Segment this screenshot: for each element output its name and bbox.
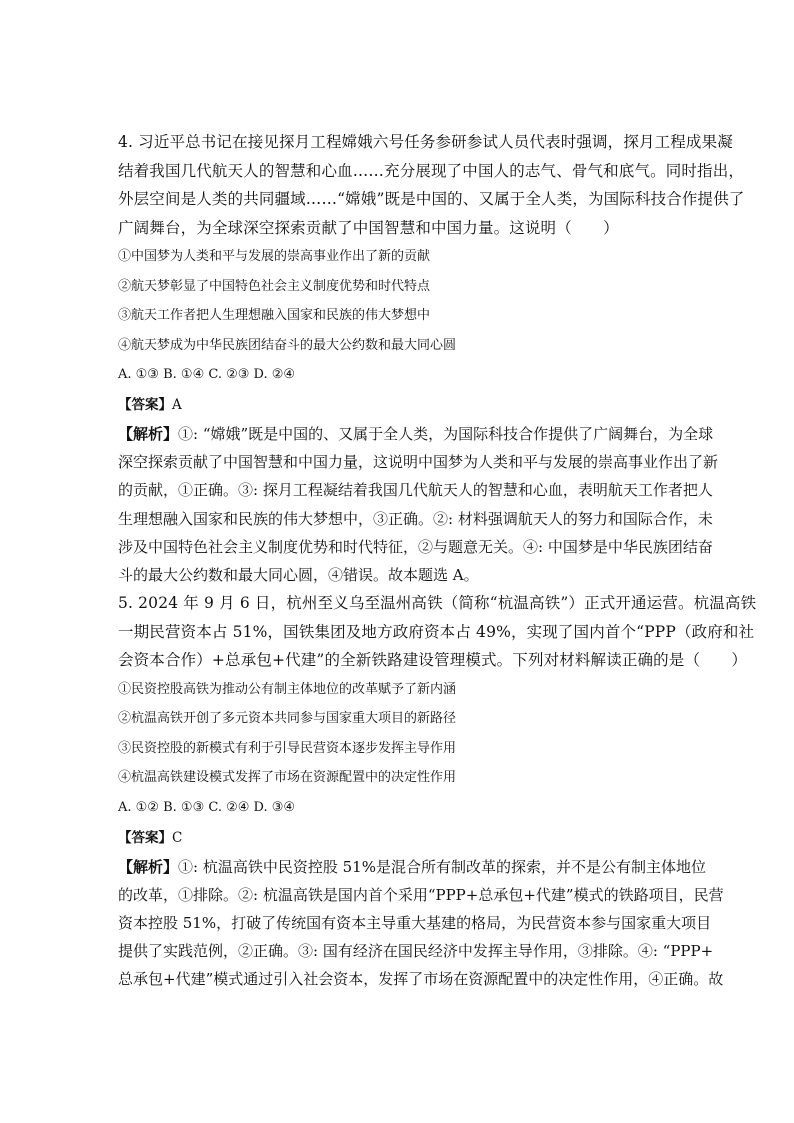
explanation-line: 的改革，①排除。②: 杭温高铁是国内首个采用“PPP+总承包+代建”模式的铁路项目，民营 <box>118 885 724 904</box>
explanation-text: ①: “嫦娥”既是中国的、又属于全人类，为国际科技合作提供了广阔舞台，为全球 <box>178 425 714 443</box>
question-option: ④航天梦成为中华民族团结奋斗的最大公约数和最大同心圆 <box>118 337 457 353</box>
explanation-line: 的贡献，①正确。③: 探月工程凝结着我国几代航天人的智慧和心血，表明航天工作者把人 <box>118 481 713 500</box>
explanation-line <box>118 853 706 881</box>
explanation-line: 斗的最大公约数和最大同心圆，④错误。故本题选 A。 <box>118 565 479 584</box>
answer-line <box>118 823 678 853</box>
answer-tag: 【答案】 <box>118 397 172 413</box>
answer-value: C <box>172 829 183 846</box>
question-stem-line: 4. 习近平总书记在接见探月工程嫦娥六号任务参研参试人员代表时强调，探月工程成果凝 <box>118 133 733 151</box>
explanation-line: 生理想融入国家和民族的伟大梦想中，③正确。②: 材料强调航天人的努力和国际合作，未 <box>118 509 713 528</box>
question-stem-line: 广阔舞台，为全球深空探索贡献了中国智慧和中国力量。这说明（ ） <box>118 218 619 237</box>
question-option: ②航天梦彰显了中国特色社会主义制度优势和时代特点 <box>118 278 431 294</box>
question-option: ①民资控股高铁为推动公有制主体地位的改革赋予了新内涵 <box>118 681 457 697</box>
explanation-line <box>118 420 714 448</box>
explanation-line: 总承包+代建”模式通过引入社会资本，发挥了市场在资源配置中的决定性作用，④正确。故 <box>118 970 724 989</box>
question-stem-line: 外层空间是人类的共同疆域……“嫦娥”既是中国的、又属于全人类，为国际科技合作提供了 <box>118 190 745 208</box>
explanation-line: 深空探索贡献了中国智慧和中国力量，这说明中国梦为人类和平与发展的崇高事业作出了新 <box>118 453 719 472</box>
answer-choices: A. ①② B. ①③ C. ②④ D. ③④ <box>118 799 296 815</box>
answer-tag: 【答案】 <box>118 829 172 846</box>
explanation-line: 提供了实践范例，②正确。③: 国有经济在国民经济中发挥主导作用，③排除。④: “PPP+ <box>118 942 714 961</box>
explanation-line: 资本控股 51%，打破了传统国有资本主导重大基建的格局，为民营资本参与国家重大项目 <box>118 914 712 932</box>
explanation-tag: 【解析】 <box>118 425 179 443</box>
document-page <box>118 128 757 994</box>
question-stem-line: 一期民营资本占 51%，国铁集团及地方政府资本占 49%，实现了国内首个“PPP（政府和社 <box>118 622 755 641</box>
answer-line <box>118 390 678 420</box>
question-option: ③航天工作者把人生理想融入国家和民族的伟大梦想中 <box>118 308 431 323</box>
explanation <box>118 420 719 589</box>
answer-value: A <box>172 397 182 413</box>
question-5 <box>118 589 757 993</box>
question-stem-line: 会资本合作）+总承包+代建”的全新铁路建设管理模式。下列对材料解读正确的是（ ） <box>118 651 748 670</box>
question-4 <box>118 128 745 589</box>
explanation <box>118 853 724 994</box>
explanation-text: ①: 杭温高铁中民资控股 51%是混合所有制改革的探索，并不是公有制主体地位 <box>178 857 706 876</box>
question-option: ③民资控股的新模式有利于引导民营资本逐步发挥主导作用 <box>118 740 457 756</box>
question-option: ④杭温高铁建设模式发挥了市场在资源配置中的决定性作用 <box>118 770 457 786</box>
question-stem-line: 5. 2024 年 9 月 6 日，杭州至义乌至温州高铁（简称“杭温高铁”）正式开通运营。杭温高铁 <box>118 594 757 613</box>
explanation-line: 涉及中国特色社会主义制度优势和时代特征，②与题意无关。④: 中国梦是中华民族团结奋 <box>118 537 713 556</box>
question-option: ①中国梦为人类和平与发展的崇高事业作出了新的贡献 <box>118 249 431 264</box>
answer-choices: A. ①③ B. ①④ C. ②③ D. ②④ <box>118 367 296 382</box>
question-option: ②杭温高铁开创了多元资本共同参与国家重大项目的新路径 <box>118 711 457 727</box>
question-stem-line: 结着我国几代航天人的智慧和心血……充分展现了中国人的志气、骨气和底气。同时指出， <box>118 161 745 180</box>
explanation-tag: 【解析】 <box>118 857 179 876</box>
